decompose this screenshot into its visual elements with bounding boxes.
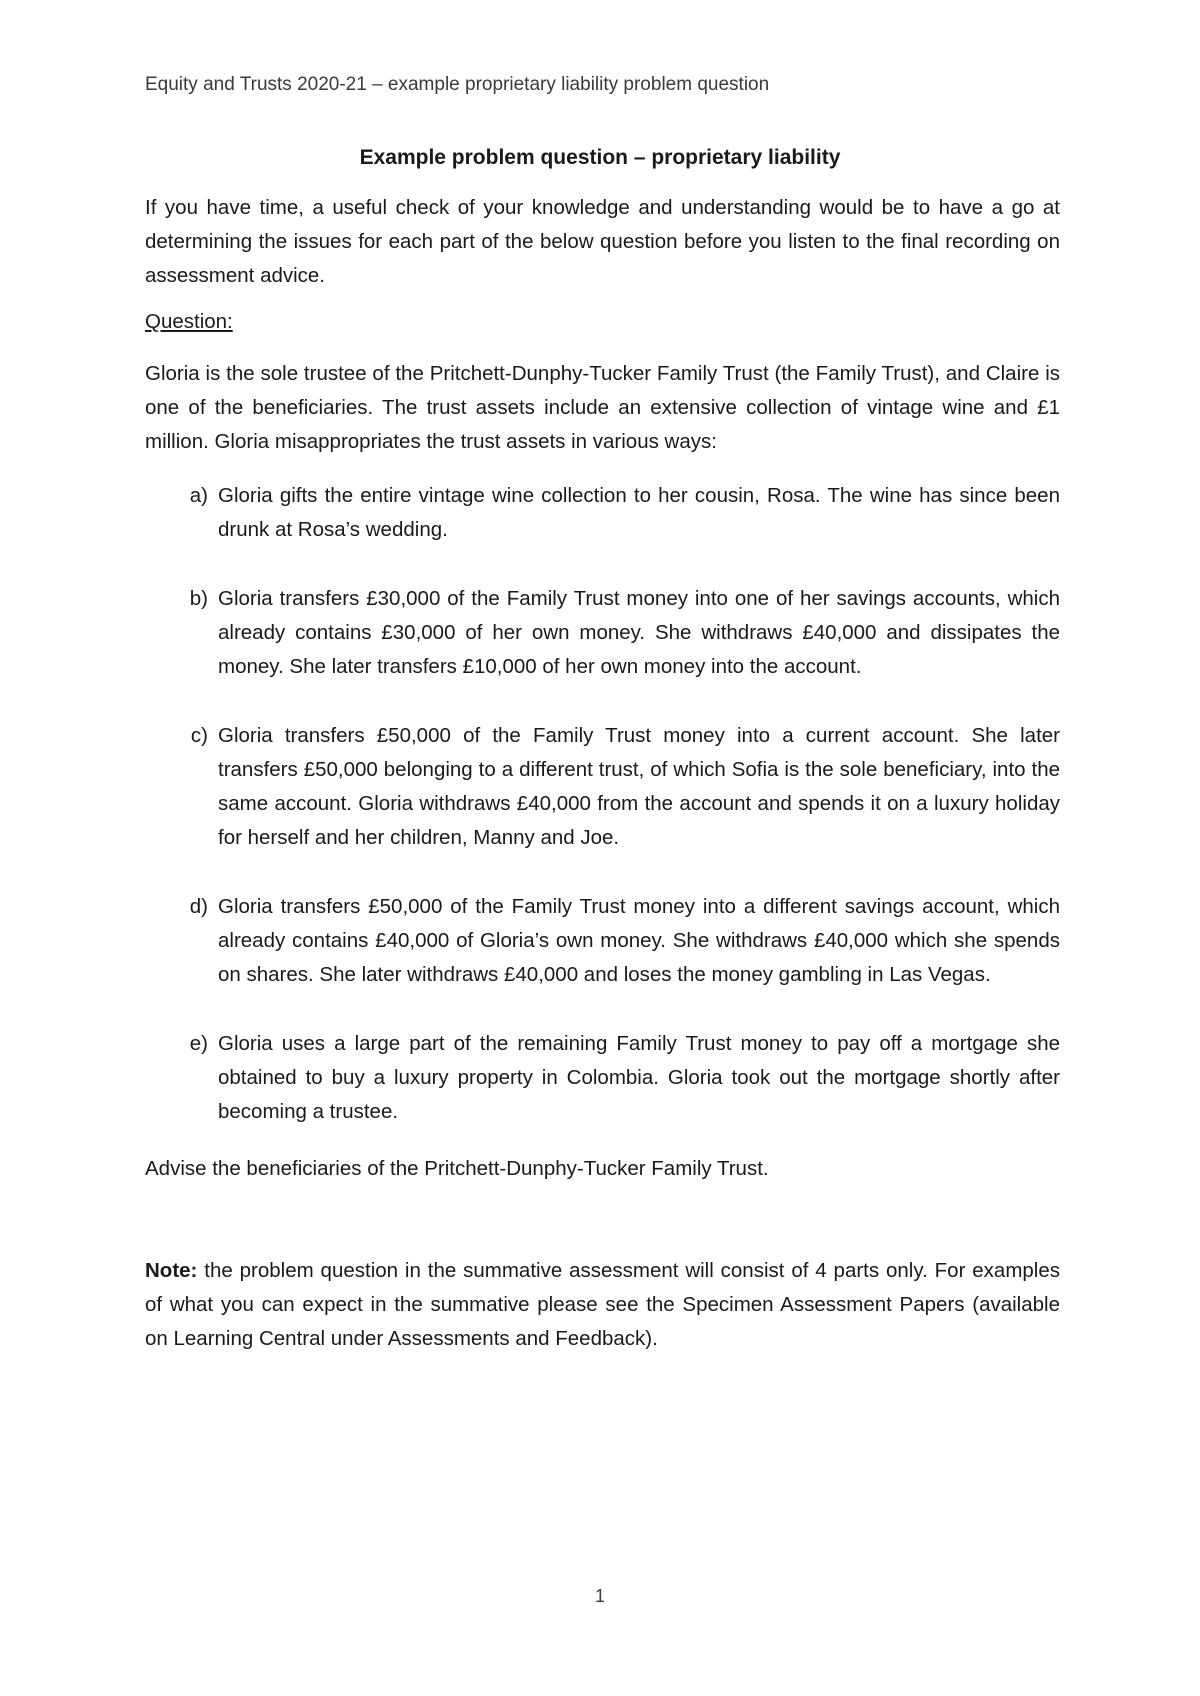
- list-item-text: Gloria transfers £30,000 of the Family Trust money into one of her savings accounts, which already contains £30,000 of her own money. She withdraws £40,000 and dissipates the money. She later transfers £10,000 of her own money into the account.: [218, 587, 1060, 678]
- list-item: [145, 479, 1060, 547]
- page-title: Example problem question – proprietary liability: [359, 146, 841, 169]
- list-item-marker: c): [190, 724, 208, 747]
- list-item-text: Gloria transfers £50,000 of the Family Trust money into a current account. She later transfers £50,000 belonging to a different trust, of which Sofia is the sole beneficiary, into the same account. Gloria withdraws £40,000 from the account and spends it on a luxury holiday for herself and her children, Manny and Joe.: [218, 724, 1060, 849]
- question-parts-list: [145, 479, 1060, 1129]
- intro-paragraph: If you have time, a useful check of your knowledge and understanding would be to have a go at determining the issues for each part of the below question before you listen to the final recording on assessment advice.: [145, 196, 1060, 287]
- list-item: [145, 719, 1060, 855]
- list-item-text: Gloria gifts the entire vintage wine collection to her cousin, Rosa. The wine has since been drunk at Rosa’s wedding.: [218, 484, 1060, 541]
- list-item-text: Gloria transfers £50,000 of the Family Trust money into a different savings account, which already contains £40,000 of Gloria’s own money. She withdraws £40,000 which she spends on shares. She later withdraws £40,000 and loses the money gambling in Las Vegas.: [218, 895, 1060, 986]
- scenario-paragraph: Gloria is the sole trustee of the Pritchett-Dunphy-Tucker Family Trust (the Family Trust), and Claire is one of the beneficiaries. The trust assets include an extensive collection of vintage wine and £1 million. Gloria misappropriates the trust assets in various ways:: [145, 362, 1060, 453]
- running-header: Equity and Trusts 2020-21 – example proprietary liability problem question: [145, 74, 770, 95]
- note-paragraph: [145, 1254, 1060, 1356]
- list-item: [145, 582, 1060, 684]
- note-label: Note:: [145, 1259, 198, 1282]
- question-label: Question:: [145, 310, 233, 333]
- list-item-marker: d): [189, 895, 208, 918]
- page-number: 1: [594, 1586, 605, 1606]
- advise-paragraph: Advise the beneficiaries of the Pritchett-Dunphy-Tucker Family Trust.: [145, 1157, 769, 1180]
- list-item-marker: a): [189, 484, 208, 507]
- list-item-marker: e): [189, 1032, 208, 1055]
- list-item: [145, 1027, 1060, 1129]
- list-item-marker: b): [189, 587, 208, 610]
- list-item-text: Gloria uses a large part of the remaining Family Trust money to pay off a mortgage she obtained to buy a luxury property in Colombia. Gloria took out the mortgage shortly after becoming a trustee.: [218, 1032, 1060, 1123]
- note-text: the problem question in the summative assessment will consist of 4 parts only. For examples of what you can expect in the summative please see the Specimen Assessment Papers (available on Learning Central under Assessments and Feedback).: [145, 1259, 1060, 1350]
- document-body: [145, 191, 1060, 1356]
- list-item: [145, 890, 1060, 992]
